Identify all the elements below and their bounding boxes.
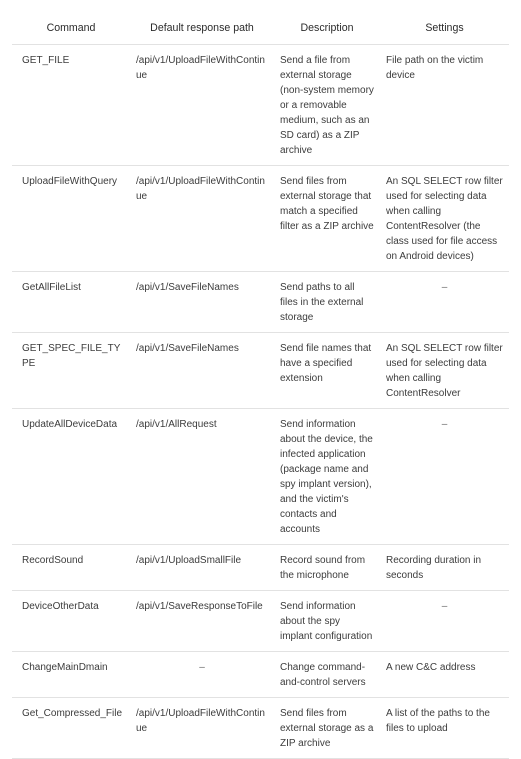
cell-settings: – <box>380 591 509 652</box>
cell-command: UploadFileWithQuery <box>12 166 130 272</box>
cell-description: Send files from external storage that match a specified filter as a ZIP archive <box>274 166 380 272</box>
table-row <box>12 166 509 272</box>
cell-path: /api/v1/SaveFileNames <box>130 272 274 333</box>
header-command: Command <box>12 14 130 45</box>
table-row <box>12 272 509 333</box>
table-row <box>12 698 509 759</box>
cell-settings: A new C&C address <box>380 652 509 698</box>
table-row <box>12 45 509 166</box>
header-response-path: Default response path <box>130 14 274 45</box>
cell-command: DeviceOtherData <box>12 591 130 652</box>
cell-settings: Recording duration in seconds <box>380 545 509 591</box>
cell-settings: An SQL SELECT row filter used for selecting data when calling ContentResolver <box>380 333 509 409</box>
table-row <box>12 652 509 698</box>
table-row <box>12 591 509 652</box>
cell-description: Record sound from the microphone <box>274 545 380 591</box>
cell-description: Send paths to all files in the external storage <box>274 272 380 333</box>
cell-command: Get_Compressed_File <box>12 698 130 759</box>
table-header <box>12 14 509 45</box>
cell-settings: – <box>380 272 509 333</box>
cell-path: /api/v1/UploadFileWithContinue <box>130 45 274 166</box>
header-description: Description <box>274 14 380 45</box>
cell-path: /api/v1/UploadFileWithContinue <box>130 166 274 272</box>
cell-command: UpdateAllDeviceData <box>12 409 130 545</box>
table-row <box>12 545 509 591</box>
cell-path: /api/v1/SaveResponseToFile <box>130 591 274 652</box>
table-row <box>12 333 509 409</box>
cell-path: /api/v1/SaveFileNames <box>130 333 274 409</box>
cell-settings: An SQL SELECT row filter used for selecting data when calling ContentResolver (the class used for file access on Android devices) <box>380 166 509 272</box>
table-body <box>12 45 509 759</box>
cell-path: /api/v1/UploadFileWithContinue <box>130 698 274 759</box>
cell-settings: A list of the paths to the files to upload <box>380 698 509 759</box>
header-row <box>12 14 509 45</box>
cell-settings: File path on the victim device <box>380 45 509 166</box>
cell-command: ChangeMainDmain <box>12 652 130 698</box>
cell-path: /api/v1/UploadSmallFile <box>130 545 274 591</box>
cell-description: Send information about the spy implant configuration <box>274 591 380 652</box>
table-row <box>12 409 509 545</box>
cell-command: GET_FILE <box>12 45 130 166</box>
cell-description: Send files from external storage as a ZIP archive <box>274 698 380 759</box>
cell-command: RecordSound <box>12 545 130 591</box>
cell-path: /api/v1/AllRequest <box>130 409 274 545</box>
cell-description: Send information about the device, the infected application (package name and spy implant version), and the victim's contacts and accounts <box>274 409 380 545</box>
commands-table <box>12 14 509 759</box>
cell-description: Send a file from external storage (non-system memory or a removable medium, such as an SD card) as a ZIP archive <box>274 45 380 166</box>
cell-description: Send file names that have a specified extension <box>274 333 380 409</box>
cell-description: Change command-and-control servers <box>274 652 380 698</box>
cell-command: GET_SPEC_FILE_TYPE <box>12 333 130 409</box>
header-settings: Settings <box>380 14 509 45</box>
cell-settings: – <box>380 409 509 545</box>
cell-command: GetAllFileList <box>12 272 130 333</box>
cell-path: – <box>130 652 274 698</box>
